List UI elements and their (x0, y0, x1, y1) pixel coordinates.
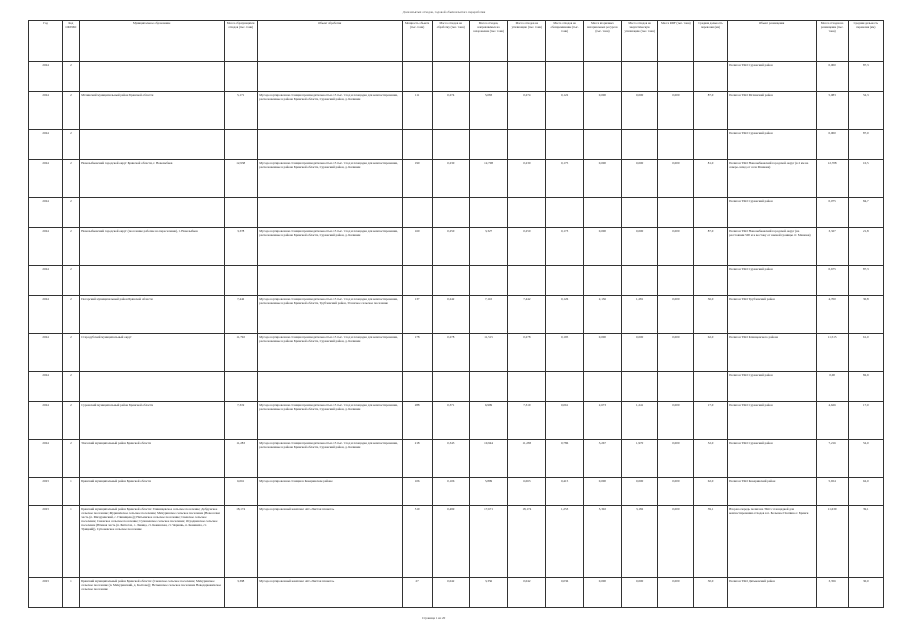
cell-m9: 3,327 (816, 228, 848, 266)
cell-m8: 62,0 (694, 334, 727, 372)
cell-code: 1 (63, 478, 80, 506)
cell-code: 1 (63, 578, 80, 608)
column-header: Средняя дальность перевозки (км) (694, 21, 727, 62)
cell-place: Полигон ТКО Клинцовского района (727, 334, 816, 372)
cell-mo: Мглинский муниципальный район Брянской области (79, 92, 224, 130)
cell-m3: 7,319 (508, 402, 546, 440)
cell-m10: 52,3 (848, 92, 883, 130)
cell-m3: 18,174 (508, 506, 546, 578)
cell-m2: 6,999 (469, 402, 507, 440)
cell-mass (224, 130, 257, 160)
cell-code: 2 (63, 266, 80, 296)
cell-m4: 0,173 (546, 228, 583, 266)
cell-year: 2024 (29, 372, 63, 402)
cell-m10: 62,0 (848, 478, 883, 506)
cell-m2 (469, 266, 507, 296)
cell-m9: 11,515 (816, 334, 848, 372)
cell-place: Полигон ТКО Суражский район (727, 130, 816, 160)
cell-m4: 0,195 (546, 334, 583, 372)
cell-m8 (694, 372, 727, 402)
column-header: Объект обработки (257, 21, 402, 62)
cell-mo: Брянский муниципальный район Брянской области: Глинищевское сельское поселение; Добрунское сельское поселение; Журиничское сельское поселение; Мичуринское сельское поселение (Новоселки часть (п. Мичуринский, с. Глинищево)); Нетьинское сельское поселение; Свенское сельское поселение; Снежское сельское поселение; Супоневское сельское поселение; Отрадненское сельское поселение (Южная часть (п. Битюгах, с. Лавица, ст. Кокинская, ст. Чернявь, п. Кокиниха, ст. Урицкий)), Супоневское сельское поселение (79, 506, 224, 578)
cell-m4 (546, 62, 583, 92)
cell-m2: 3,356 (469, 578, 507, 608)
cell-m5: 0,000 (583, 578, 621, 608)
cell-m1: 0,242 (432, 296, 469, 334)
cell-m6: 1,241 (622, 402, 658, 440)
cell-code: 2 (63, 130, 80, 160)
cell-m1: 0,343 (432, 440, 469, 478)
cell-m2: 3,327 (469, 228, 507, 266)
cell-m6: 0,000 (622, 578, 658, 608)
cell-mass (224, 266, 257, 296)
cell-m3: 11,283 (508, 440, 546, 478)
cell-m10: 30,0 (848, 578, 883, 608)
cell-obj: Мусоросортировочный комплекс АО «Чистая планета» (257, 506, 402, 578)
column-header: Масса образующихся отходов (тыс. тонн) (224, 21, 257, 62)
column-header: Масса отходов, направляемых на захоронение (тыс. тонн) (469, 21, 507, 62)
cell-m4 (546, 198, 583, 228)
cell-m6 (622, 62, 658, 92)
cell-m9: 0,000 (816, 130, 848, 160)
cell-m10: 52,0 (848, 440, 883, 478)
column-header: Масса вторичных материальных ресурсов (тыс. тонн) (583, 21, 621, 62)
cell-mo: Новозыбковский городской округ (поселение рабочие на переселение), г. Новозыбков (79, 228, 224, 266)
cell-m6: 0,000 (622, 334, 658, 372)
cell-m3 (508, 62, 546, 92)
cell-mo (79, 62, 224, 92)
cell-m5: 5,302 (583, 506, 621, 578)
cell-m7: 0,000 (658, 92, 694, 130)
cell-code: 2 (63, 228, 80, 266)
cell-m6 (622, 266, 658, 296)
cell-m4: 0,786 (546, 440, 583, 478)
cell-m8 (694, 62, 727, 92)
cell-m10: 30,8 (848, 296, 883, 334)
cell-m7: 0,000 (658, 478, 694, 506)
cell-year: 2024 (29, 62, 63, 92)
cell-m3: 0,042 (508, 578, 546, 608)
cell-m5: 3,267 (583, 440, 621, 478)
cell-m3: 7,442 (508, 296, 546, 334)
cell-mass (224, 372, 257, 402)
page-footer: Страница 1 из 20 (422, 616, 446, 620)
table-row (29, 228, 884, 266)
cell-m8 (694, 266, 727, 296)
cell-mass: 7,319 (224, 402, 257, 440)
cell-code: 2 (63, 160, 80, 198)
table-row (29, 130, 884, 160)
cell-m5: 0,000 (583, 478, 621, 506)
column-header: Масса RDF (тыс. тонн) (658, 21, 694, 62)
column-header: Масса отходов на обработку (тыс. тонн) (432, 21, 469, 62)
cell-year: 2024 (29, 266, 63, 296)
cell-m10: 61,0 (848, 334, 883, 372)
cell-m2: 7,110 (469, 296, 507, 334)
cell-m5 (583, 130, 621, 160)
table-header-row (29, 21, 884, 62)
cell-cap: 178 (402, 334, 432, 372)
cell-m8: 17,0 (694, 402, 727, 440)
cell-m7 (658, 266, 694, 296)
cell-cap: 137 (402, 296, 432, 334)
cell-mass: 12,938 (224, 160, 257, 198)
cell-m8: 36,0 (694, 296, 727, 334)
cell-m10: 87,3 (848, 266, 883, 296)
cell-mo: Погарский муниципальный район Брянской области (79, 296, 224, 334)
cell-m2: 10,944 (469, 440, 507, 478)
cell-mass: 11,283 (224, 440, 257, 478)
table-row (29, 92, 884, 130)
column-header: Средняя дальность перевозки (км) (848, 21, 883, 62)
column-header: Масса отходов на размещение (тыс. тонн) (816, 21, 848, 62)
cell-m2 (469, 130, 507, 160)
cell-m1 (432, 266, 469, 296)
cell-m3 (508, 130, 546, 160)
cell-m1: 0,371 (432, 402, 469, 440)
cell-m7 (658, 372, 694, 402)
cell-year: 2024 (29, 334, 63, 372)
column-header: Масса отходов на утилизацию (тыс. тонн) (508, 21, 546, 62)
cell-mass: 11,792 (224, 334, 257, 372)
cell-place: Полигон ТКО Суражский район (727, 198, 816, 228)
cell-code: 2 (63, 92, 80, 130)
cell-m7: 0,000 (658, 440, 694, 478)
column-header: Масса отходов на обезвреживание (тыс. тонн) (546, 21, 583, 62)
cell-m1: 0,106 (432, 478, 469, 506)
table-row (29, 578, 884, 608)
cell-m5 (583, 266, 621, 296)
cell-year: 2024 (29, 228, 63, 266)
cell-m2 (469, 372, 507, 402)
cell-mo: Брянский муниципальный район Брянской области: (Снежское сельское поселение; Мичуринское сельское поселение (п. Мичуринский, д. Колтово)); Нетьинское сельское поселение Новодарковичское сельское поселение (79, 578, 224, 608)
cell-code: 2 (63, 402, 80, 440)
cell-m7 (658, 198, 694, 228)
cell-m8: 30,0 (694, 578, 727, 608)
column-header: Муниципальное образование (79, 21, 224, 62)
cell-m1: 0,274 (432, 92, 469, 130)
register-table (28, 20, 884, 608)
cell-m10: 87,3 (848, 62, 883, 92)
cell-cap: 27 (402, 578, 432, 608)
cell-m6: 0,000 (622, 92, 658, 130)
cell-year: 2024 (29, 160, 63, 198)
cell-m1 (432, 372, 469, 402)
cell-m10: 10,5 (848, 160, 883, 198)
cell-mo (79, 198, 224, 228)
cell-m1: 0,278 (432, 334, 469, 372)
cell-mo (79, 130, 224, 160)
table-caption: Доля изъятых отходов, годовой объём изъятого переработки (402, 10, 486, 14)
cell-m3: 6,063 (508, 478, 546, 506)
cell-m6: 1,281 (622, 296, 658, 334)
cell-m4: 0,175 (546, 160, 583, 198)
cell-m1 (432, 130, 469, 160)
cell-obj: Мусоросортировочная станция производительностью 15 тыс. т/год и площадка для компостирования, расположенные в районе Брянской области, Суражский район, д. Калинин (257, 92, 402, 130)
cell-obj: Мусоросортировочная станция производительностью 15 тыс. т/год и площадка для компостирования, расположенные в районе Брянской области, Суражский район, д. Калинин (257, 160, 402, 198)
table-row (29, 372, 884, 402)
cell-m7: 0,000 (658, 160, 694, 198)
cell-m3: 0,230 (508, 160, 546, 198)
cell-m2: 12,708 (469, 160, 507, 198)
cell-obj: Мусоросортировочная станция в Кокаринском районе (257, 478, 402, 506)
cell-m9: 4,700 (816, 296, 848, 334)
table-row (29, 160, 884, 198)
column-header: Год (29, 21, 63, 62)
cell-cap (402, 372, 432, 402)
cell-m6 (622, 130, 658, 160)
cell-mo: Суражский муниципальный район Брянской области (79, 402, 224, 440)
cell-m9: 0,000 (816, 62, 848, 92)
cell-m1 (432, 198, 469, 228)
cell-place: Полигон ТКО Новозыбковский городской округ (на расстоянии 500 м к востоку от южной границы ст. Манюки) (727, 228, 816, 266)
cell-m3: 0,274 (508, 92, 546, 130)
cell-m9: 0,075 (816, 198, 848, 228)
cell-m1: 0,042 (432, 578, 469, 608)
cell-m9: 3,356 (816, 578, 848, 608)
table-row (29, 296, 884, 334)
cell-year: 2024 (29, 440, 63, 478)
cell-m9: 7,216 (816, 440, 848, 478)
cell-code: 2 (63, 372, 80, 402)
cell-year: 2023 (29, 578, 63, 608)
cell-m7 (658, 62, 694, 92)
cell-m6: 3,182 (622, 506, 658, 578)
cell-cap: 190 (402, 160, 432, 198)
cell-m8 (694, 198, 727, 228)
cell-m5: 0,000 (583, 334, 621, 372)
cell-m2 (469, 198, 507, 228)
cell-m5 (583, 372, 621, 402)
cell-m5: 0,000 (583, 92, 621, 130)
cell-m9: 5,083 (816, 92, 848, 130)
cell-m9: 12,708 (816, 160, 848, 198)
cell-code: 1 (63, 506, 80, 578)
cell-m8: 87,0 (694, 92, 727, 130)
cell-obj (257, 130, 402, 160)
column-header: Мощность объекта (тыс. тонн) (402, 21, 432, 62)
cell-m3 (508, 372, 546, 402)
cell-m7: 0,000 (658, 506, 694, 578)
cell-year: 2023 (29, 478, 63, 506)
cell-m1: 0,230 (432, 160, 469, 198)
cell-obj: Мусоросортировочная станция производительностью 15 тыс. т/год и площадка для компостирования, расположенные в районе Брянской области, Суражский район, д. Калинин (257, 334, 402, 372)
cell-mo: Унечский муниципальный район Брянской области (79, 440, 224, 478)
table-row (29, 62, 884, 92)
cell-m9: 4,626 (816, 402, 848, 440)
cell-m3 (508, 198, 546, 228)
cell-m10: 39,1 (848, 506, 883, 578)
cell-cap: 288 (402, 402, 432, 440)
cell-m9: 5,654 (816, 478, 848, 506)
table-row (29, 266, 884, 296)
table-row (29, 198, 884, 228)
cell-m9: 0,00 (816, 372, 848, 402)
cell-m7: 0,000 (658, 334, 694, 372)
cell-place: Полигон ТКО Суражский район (727, 372, 816, 402)
cell-mass: 5,171 (224, 92, 257, 130)
cell-cap (402, 62, 432, 92)
cell-m10: 21,8 (848, 228, 883, 266)
cell-cap: 160 (402, 228, 432, 266)
cell-m10: 84,7 (848, 198, 883, 228)
cell-m4 (546, 266, 583, 296)
cell-m3: 0,250 (508, 228, 546, 266)
cell-m4: 0,061 (546, 402, 583, 440)
cell-m7: 0,000 (658, 402, 694, 440)
cell-place: Полигон ТКО Суражский район (727, 62, 816, 92)
cell-m5: 0,000 (583, 160, 621, 198)
cell-mass (224, 198, 257, 228)
cell-mo (79, 266, 224, 296)
cell-mass: 3,378 (224, 228, 257, 266)
cell-m8: 52,0 (694, 440, 727, 478)
cell-mass: 6,061 (224, 478, 257, 506)
cell-m2: 5,899 (469, 478, 507, 506)
cell-m9: 11,639 (816, 506, 848, 578)
cell-year: 2023 (29, 506, 63, 578)
cell-m10: 87,0 (848, 130, 883, 160)
cell-m4: 0,126 (546, 296, 583, 334)
cell-m2: 17,671 (469, 506, 507, 578)
cell-m8: 81,0 (694, 160, 727, 198)
cell-m4: 0,122 (546, 92, 583, 130)
cell-m8: 62,0 (694, 478, 727, 506)
cell-m9: 0,675 (816, 266, 848, 296)
table-row (29, 506, 884, 578)
cell-m6: 1,970 (622, 440, 658, 478)
cell-m4: 0,036 (546, 578, 583, 608)
cell-m4 (546, 130, 583, 160)
document-page (28, 8, 884, 632)
cell-m3: 0,278 (508, 334, 546, 372)
cell-cap (402, 198, 432, 228)
cell-place: Полигон ТКО Мглинский район (727, 92, 816, 130)
cell-mass: 7,442 (224, 296, 257, 334)
cell-m6: 0,000 (622, 228, 658, 266)
cell-place: Полигон ТКО Трубчевский район (727, 296, 816, 334)
cell-cap (402, 130, 432, 160)
cell-m8: 87,0 (694, 228, 727, 266)
cell-code: 2 (63, 440, 80, 478)
cell-m4: 1,253 (546, 506, 583, 578)
cell-code: 2 (63, 334, 80, 372)
cell-place: Полигон ТКО Дятьковский район (727, 578, 816, 608)
cell-obj (257, 62, 402, 92)
cell-cap: 519 (402, 506, 432, 578)
cell-m6 (622, 372, 658, 402)
cell-obj: Мусоросортировочная станция производительностью 15 тыс. т/год и площадка для компостирования, расположенные в районе Брянской области, Суражский район, д. Калинин (257, 402, 402, 440)
table-row (29, 334, 884, 372)
cell-m5: 2,136 (583, 296, 621, 334)
cell-code: 2 (63, 296, 80, 334)
cell-m4 (546, 372, 583, 402)
cell-obj (257, 266, 402, 296)
cell-m5: 2,673 (583, 402, 621, 440)
cell-m5: 0,000 (583, 228, 621, 266)
cell-m1 (432, 62, 469, 92)
cell-m7: 0,000 (658, 228, 694, 266)
cell-mo: Новозыбковский городской округ Брянской области, г. Новозыбков (79, 160, 224, 198)
cell-m1: 0,250 (432, 228, 469, 266)
cell-mo (79, 372, 224, 402)
cell-m8 (694, 130, 727, 160)
cell-obj (257, 198, 402, 228)
table-row (29, 440, 884, 478)
cell-place: Полигон ТКО Суражский район (727, 440, 816, 478)
cell-year: 2024 (29, 92, 63, 130)
cell-cap: 111 (402, 92, 432, 130)
cell-mass (224, 62, 257, 92)
cell-m1: 0,499 (432, 506, 469, 578)
cell-m2 (469, 62, 507, 92)
cell-m7 (658, 130, 694, 160)
cell-m6: 0,000 (622, 160, 658, 198)
cell-place: Полигон ТКО Суражский район (727, 266, 816, 296)
cell-m7: 0,000 (658, 296, 694, 334)
cell-obj: Мусоросортировочная станция производительностью 15 тыс. т/год и площадка для компостирования, расположенные в районе Брянской области, Суражский район, д. Калинин (257, 228, 402, 266)
cell-place: Полигон ТКО Суражский район (727, 402, 816, 440)
cell-m4: 0,415 (546, 478, 583, 506)
column-header: Код ОКТМО (63, 21, 80, 62)
cell-year: 2024 (29, 402, 63, 440)
cell-cap: 218 (402, 440, 432, 478)
cell-m3 (508, 266, 546, 296)
cell-obj (257, 372, 402, 402)
cell-obj: Мусоросортировочная станция производительностью 15 тыс. т/год и площадка для компостирования, расположенные в районе Брянской области, Трубчевский район, Усошское сельское поселение (257, 296, 402, 334)
cell-obj: Мусоросортировочный комплекс АО «Чистая планета» (257, 578, 402, 608)
cell-m7: 0,000 (658, 578, 694, 608)
column-header: Масса отходов на энергетическую утилизацию (тыс. тонн) (622, 21, 658, 62)
cell-mo: Стародубский муниципальный округ (79, 334, 224, 372)
cell-mo: Брянский муниципальный район Брянской области (79, 478, 224, 506)
cell-m2: 5,083 (469, 92, 507, 130)
cell-m6 (622, 198, 658, 228)
cell-cap (402, 266, 432, 296)
cell-mass: 18,174 (224, 506, 257, 578)
cell-mass: 3,398 (224, 578, 257, 608)
table-row (29, 478, 884, 506)
cell-obj: Мусоросортировочная станция производительностью 15 тыс. т/год и площадка для компостирования, расположенные в районе Брянской области, Суражский район, д. Калинин (257, 440, 402, 478)
cell-place: Полигон ТКО Новозыбковский городской округ (в 2 км на северо-запад от села Манюки) (727, 160, 816, 198)
cell-m8: 39,1 (694, 506, 727, 578)
cell-place: Полигон ТКО Кокаринский район (727, 478, 816, 506)
cell-m2: 11,515 (469, 334, 507, 372)
cell-m10: 17,0 (848, 402, 883, 440)
cell-m5 (583, 62, 621, 92)
cell-m6: 0,000 (622, 478, 658, 506)
column-header: Объект размещения (727, 21, 816, 62)
cell-code: 2 (63, 62, 80, 92)
cell-cap: 106 (402, 478, 432, 506)
cell-m5 (583, 198, 621, 228)
cell-year: 2024 (29, 130, 63, 160)
table-row (29, 402, 884, 440)
cell-code: 2 (63, 198, 80, 228)
cell-m10: 82,9 (848, 372, 883, 402)
cell-year: 2024 (29, 296, 63, 334)
cell-place: Вторая очередь полигона ТКО с площадкой для компостирования отходов в п. Большое Полпино г. Брянск (727, 506, 816, 578)
cell-year: 2024 (29, 198, 63, 228)
